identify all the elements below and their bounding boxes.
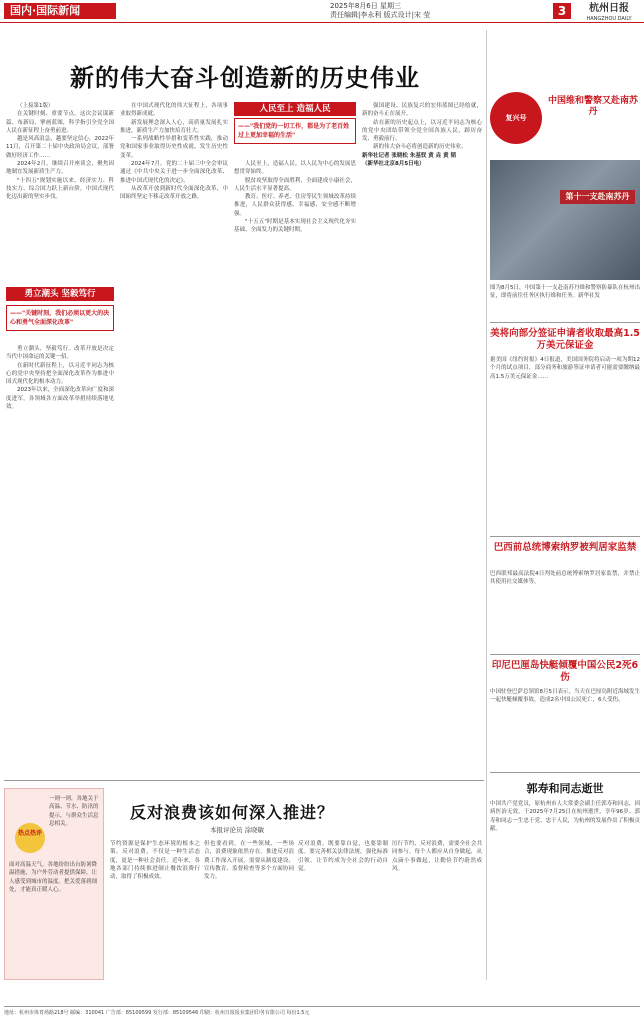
paragraph: 越是风高浪急，越要坚定信心。2022年11月，召开第二十届中央政治局会议，部署做好经济工作…… — [6, 136, 114, 159]
dateline: （新华社北京8月5日电） — [362, 161, 425, 168]
hot-comment-text: 一则一则，各地关于高温、节水、防汛的提示，与群众生活息息相关。 — [49, 796, 99, 827]
section-title: 国内·国际新闻 — [4, 3, 116, 19]
paragraph: 教育、医疗、养老、住房等民生领域改革持续推进，人民群众获得感、幸福感、安全感不断增强。 — [234, 194, 356, 217]
commentary-col-4: 厉行节约、反对浪费，需要全社会共同参与。每个人都应从自身做起，从点滴小事做起，让勤俭节约蔚然成风。 — [392, 841, 482, 872]
pull-quote-2: ——"我们党的一切工作，都是为了老百姓过上更加幸福的生活" — [234, 118, 356, 144]
side-story-4-body: 中国驻登巴萨总领馆8月5日表示，当天在巴厘岛附近海域发生一起快艇倾覆事故，造成2名中国公民死亡，6人受伤。 — [490, 689, 640, 704]
side-story-2-body: 据美国《纽约时报》4日报道，美国国务院将启动一项为期12个月的试点项目，部分商务和旅游签证申请者可能需要缴纳最高1.5万美元保证金…… — [490, 357, 640, 380]
paragraph: 一系列战略性举措和变革性实践，推动党和国家事业取得历史性成就、发生历史性变革。 — [120, 136, 228, 159]
section-divider — [4, 780, 484, 781]
commentary-col-1: 节约资源是保护生态环境的根本之策。反对浪费，不仅是一种生活态度，更是一种社会责任。近年来，各地各部门持续推进制止餐饮浪费行动，取得了积极成效。 — [110, 841, 200, 881]
page-header — [0, 0, 644, 22]
paragraph: 在关键时刻、重要节点，这次会议谋新篇、布新局、擘画蓝图，科学指引全党全国人民在新征程上奋勇前进。 — [6, 111, 114, 134]
main-headline: 新的伟大奋斗创造新的历史伟业 — [70, 64, 420, 92]
paragraph: 在新时代新征程上，以习近平同志为核心的党中央坚持把全面深化改革作为推进中国式现代化的根本动力。 — [6, 362, 114, 386]
commentary-headline: 反对浪费该如何深入推进？ — [130, 803, 335, 822]
side-divider — [490, 772, 640, 773]
commentary-col-3: 反对浪费，既要靠自觉，也要靠制度。要完善相关法律法规，强化标准引领，让节约成为全社会的行动自觉。 — [298, 841, 388, 872]
side-divider — [490, 654, 640, 655]
page-number: 3 — [553, 3, 571, 19]
paragraph: 从改革开放到新时代全面深化改革，中国始终坚定不移走改革开放之路。 — [120, 185, 228, 201]
editors-line: 责任编辑|李永利 版式设计|宋 莹 — [330, 11, 431, 19]
side-story-4-title: 印尼巴厘岛快艇倾覆中国公民2死6伤 — [491, 660, 639, 683]
paragraph: （上接第1版） — [17, 103, 54, 109]
paragraph: 新的伟大奋斗必将创造新的历史伟业。 — [373, 144, 467, 151]
obituary-title: 郭寿和同志逝世 — [526, 782, 604, 795]
article-col-3 — [234, 160, 356, 774]
article-col-1 — [6, 102, 114, 282]
paragraph: 人民至上，造福人民。以人民为中心的发展思想贯穿始终。 — [234, 161, 356, 176]
paragraph: 2024年2月，继续召开座谈会，聚焦因地制宜发展新质生产力。 — [6, 161, 114, 176]
article-col-4 — [362, 102, 482, 774]
hot-comment-body: 面对高温天气，各地纷纷出台防暑降温措施，为户外劳动者提供保障，让人感受到城市的温度。把关爱落到细处，才能真正暖人心。 — [9, 862, 98, 893]
subhead-bar: 勇立潮头 坚毅笃行 — [6, 287, 114, 301]
paragraph: 站在新的历史起点上，以习近平同志为核心的党中央团结带领全党全国各族人民，踔厉奋发、勇毅前行。 — [362, 119, 482, 143]
side-divider — [490, 536, 640, 537]
side-story-1-body: 图为8月5日，中国第十一支赴南苏丹维和警察防暴队在杭州出征，即将前往任务区执行维和任务。新华社发 — [490, 285, 640, 300]
paragraph: 在中国式现代化的伟大征程上，各项事业取得新成就。 — [120, 103, 228, 118]
commentary-byline: 本报评论员 涂晓敏 — [210, 826, 265, 834]
paragraph: 脱贫攻坚取得全面胜利，全面建成小康社会，人民生活水平显著提高。 — [234, 177, 356, 192]
peacekeeper-photo — [490, 160, 640, 280]
page-footer: 地址：杭州市体育场路218号 邮编：310041 广告部：85109599 发行部：85109546 印刷：杭州日报报业集团印务有限公司 每份1.5元 — [4, 1006, 640, 1017]
side-story-3-title: 巴西前总统博索纳罗被判居家监禁 — [493, 542, 637, 553]
paragraph: "十五五"时期是基本实现社会主义现代化夯实基础、全面发力的关键时期。 — [234, 219, 356, 234]
subhead-bar-2: 人民至上 造福人民 — [234, 102, 356, 116]
date-line: 2025年8月6日 星期三 — [330, 2, 401, 10]
commentary-col-2: 但也要看到，在一些领域、一些场合，浪费现象依然存在。推进反对浪费工作深入开展，需要从制度建设、宣传教育、监督检查等多个方面协同发力。 — [204, 841, 294, 881]
paragraph: 勇立潮头，坚毅笃行。改革开放是决定当代中国命运的关键一招。 — [6, 346, 114, 361]
paragraph: 2023年以来，全面深化改革向广度和深度进军，各领域各方面改革举措持续落地见效。 — [6, 387, 114, 411]
obituary-body: 中国共产党党员，原杭州市人大常委会副主任郭寿和同志，因病医治无效，于2025年7月25日在杭州逝世，享年96岁。郭寿和同志一生忠于党、忠于人民，为杭州的发展作出了积极贡献。 — [490, 801, 640, 832]
hot-comment-badge: 热点热评 — [15, 823, 45, 853]
header-rule — [0, 22, 644, 23]
side-story-3-body: 巴西联邦最高法院4日判处前总统博索纳罗居家监禁，并禁止其使用社交媒体等。 — [490, 571, 640, 586]
side-story-1-title: 中国维和警察又赴南苏丹 — [547, 96, 638, 117]
paragraph: 强国建设、民族复兴的宏伟蓝图已经绘就，新的奋斗正在展开。 — [362, 103, 482, 118]
header-meta — [330, 2, 550, 20]
paragraph: 2024年7月，党的二十届三中全会审议通过《中共中央关于进一步全面深化改革、推进中国式现代化的决定》。 — [120, 161, 228, 184]
article-col-1b — [6, 345, 114, 775]
masthead-subtitle: HANGZHOU DAILY — [586, 16, 632, 22]
hot-comment-box — [4, 788, 104, 980]
paragraph: 新发展理念深入人心，高质量发展扎实推进，新质生产力加快培育壮大。 — [120, 119, 228, 134]
side-story-2-title: 美将向部分签证申请者收取最高1.5万美元保证金 — [490, 328, 640, 351]
byline: 新华社记者 张晓松 朱基钗 黄 垚 黄 韬 — [362, 152, 456, 159]
pull-quote: ——"关键时刻，我们必须以更大的决心和勇气全面深化改革" — [6, 305, 114, 331]
article-col-2 — [120, 102, 228, 774]
paragraph: "十四五"规划实施以来，经济实力、科技实力、综合国力跃上新台阶，中国式现代化迈出新的坚实步伐。 — [6, 177, 114, 201]
column-divider — [486, 30, 487, 980]
photo-banner: 第十一支赴南苏丹 — [560, 190, 635, 204]
fuxing-logo: 复兴号 — [490, 92, 542, 144]
masthead-title: 杭州日报 — [589, 3, 629, 14]
side-divider — [490, 322, 640, 323]
